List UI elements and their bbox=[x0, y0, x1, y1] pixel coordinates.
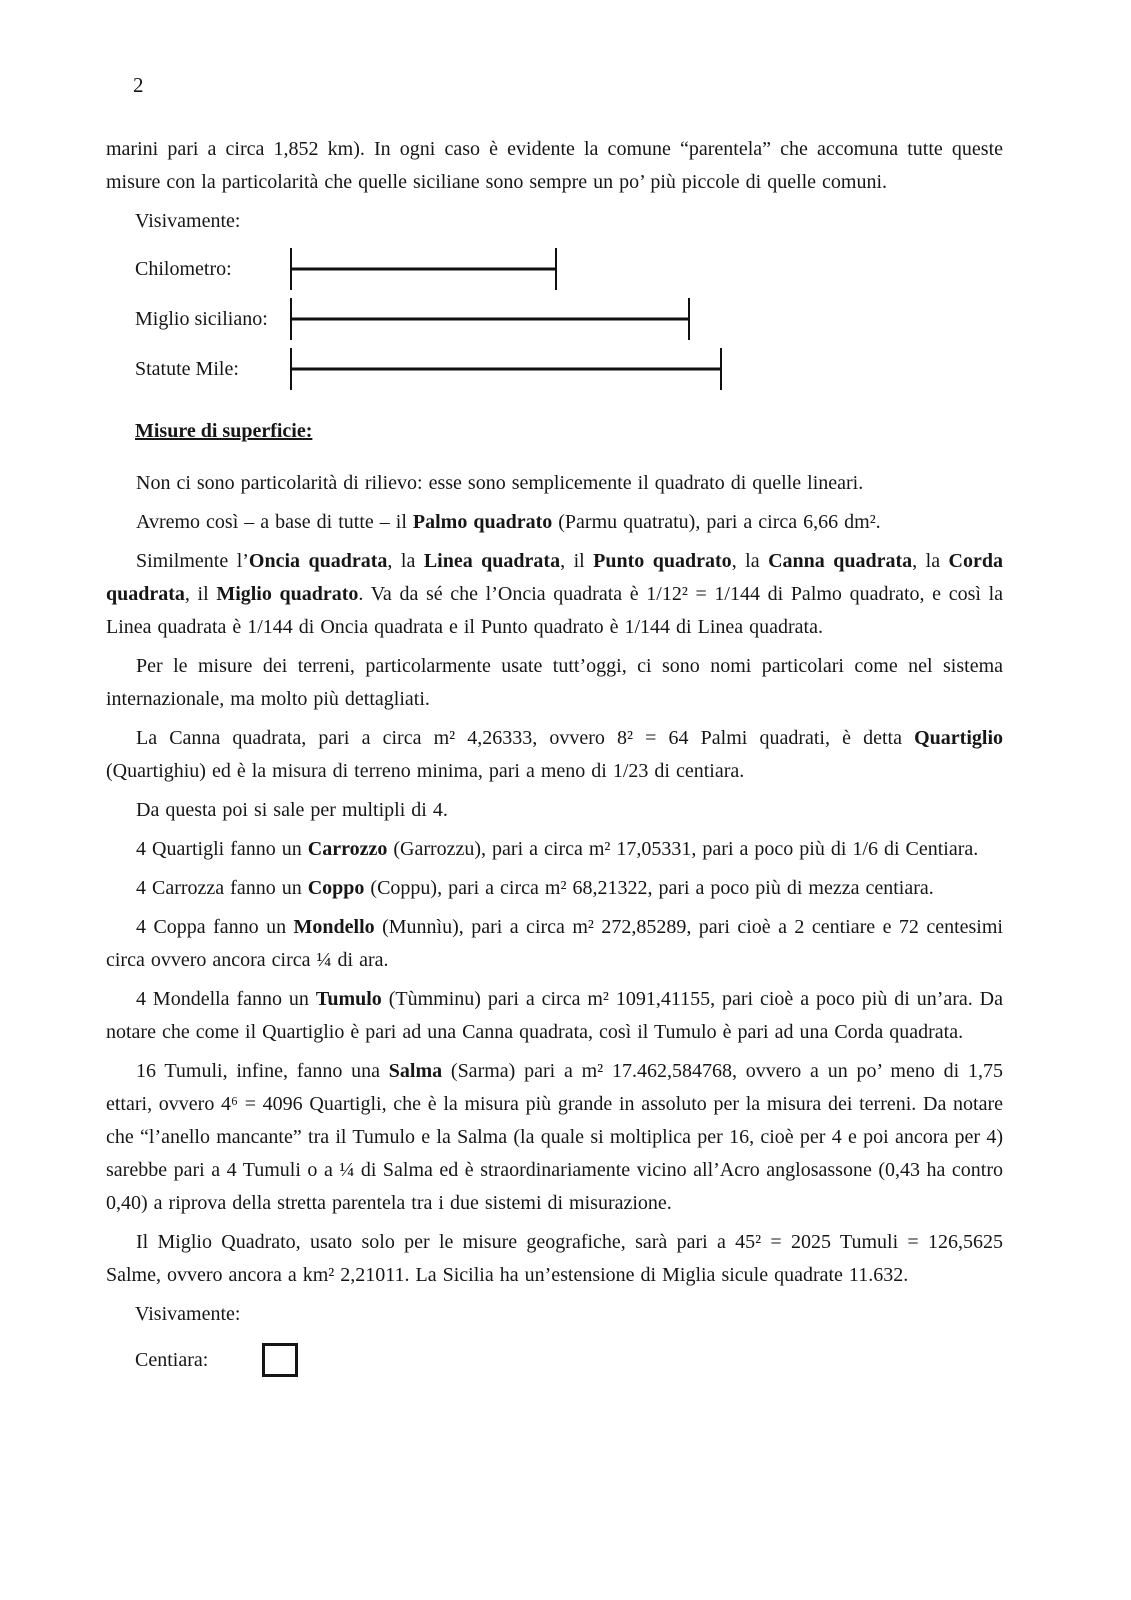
bold-term: Oncia quadrata bbox=[248, 550, 388, 572]
text-run: Similmente l’ bbox=[136, 550, 249, 572]
text-run: La Canna quadrata, pari a circa m² 4,26333, ovvero 8² = 64 Palmi quadrati, è detta bbox=[136, 727, 915, 749]
paragraph-18 bbox=[106, 1226, 1003, 1292]
text-run: (Sarma) pari a m² 17.462,584768, ovvero a un po’ meno di 1,75 ettari, ovvero 4⁶ = 4096 Quartigli, che è la misura più grande in assoluto per la misura dei terreni. Da notare che “l’anello mancante” tra il Tumulo e la Salma (la quale si moltiplica per 16, cioè per 4 e poi ancora per 4) sarebbe pari a 4 Tumuli o a ¼ di Salma ed è straordinariamente vicino all’Acro anglosassone (0,43 ha contro 0,40) a riprova della stretta parentela tra i due sistemi di misurazione. bbox=[106, 1060, 1003, 1214]
text-run: Da questa poi si sale per multipli di 4. bbox=[136, 799, 448, 821]
bold-term: Tumulo bbox=[315, 988, 382, 1010]
measure-label-chilometro: Chilometro: bbox=[135, 257, 232, 280]
paragraph-10 bbox=[106, 650, 1003, 716]
text-run: , la bbox=[387, 550, 424, 572]
text-run: Per le misure dei terreni, particolarmente usate tutt’oggi, ci sono nomi particolari come nel sistema internazionale, ma molto più dettagliati. bbox=[106, 655, 1003, 710]
right-tick bbox=[688, 298, 690, 340]
text-run: 4 Quartigli fanno un bbox=[136, 838, 308, 860]
text-run: Avremo così – a base di tutte – il bbox=[136, 511, 413, 533]
paragraph-11 bbox=[106, 722, 1003, 788]
text-run: 4 Mondella fanno un bbox=[136, 988, 316, 1010]
text-run: , il bbox=[184, 583, 217, 605]
paragraph-12 bbox=[106, 794, 1003, 827]
bold-term: Mondello bbox=[293, 916, 375, 938]
text-run: marini pari a circa 1,852 km). In ogni caso è evidente la comune “parentela” che accomuna tutte queste misure con la particolarità che quelle siciliane sono sempre un po’ più piccole di quelle comuni. bbox=[106, 138, 1003, 193]
bold-term: Quartiglio bbox=[914, 727, 1003, 749]
right-tick bbox=[720, 348, 722, 390]
text-run: (Quartighiu) ed è la misura di terreno minima, pari a meno di 1/23 di centiara. bbox=[106, 760, 745, 782]
paragraph-17 bbox=[106, 1055, 1003, 1220]
bold-term: Coppo bbox=[307, 877, 365, 899]
measure-row-chilometro bbox=[106, 244, 1003, 294]
paragraph-16 bbox=[106, 983, 1003, 1049]
measure-line-statute-mile bbox=[290, 348, 722, 390]
bold-term: Salma bbox=[388, 1060, 443, 1082]
measure-bar bbox=[290, 268, 557, 271]
text-run: 16 Tumuli, infine, fanno una bbox=[136, 1060, 389, 1082]
bold-term: Carrozzo bbox=[307, 838, 388, 860]
text-run: (Parmu quatratu), pari a circa 6,66 dm². bbox=[552, 511, 881, 533]
measure-row-miglio-siciliano bbox=[106, 294, 1003, 344]
document-body bbox=[106, 133, 1003, 1383]
paragraph-9 bbox=[106, 545, 1003, 644]
text-run: (Tùmminu) pari a circa m² 1091,41155, pari cioè a poco più di un’ara. Da notare che come il Quartiglio è pari ad una Canna quadrata, così il Tumulo è pari ad una Corda quadrata. bbox=[106, 988, 1003, 1043]
bold-term: Punto quadrato bbox=[593, 550, 732, 572]
text-run: , la bbox=[912, 550, 949, 572]
measure-label-miglio-siciliano: Miglio siciliano: bbox=[135, 307, 268, 330]
paragraph-1 bbox=[106, 133, 1003, 199]
text-run: (Munnìu), pari a circa m² 272,85289, pari cioè a 2 centiare e 72 centesimi circa ovvero ancora circa ¼ di ara. bbox=[106, 916, 1003, 971]
measure-bar bbox=[290, 368, 722, 371]
paragraph-7 bbox=[106, 467, 1003, 500]
text-run: (Garrozzu), pari a circa m² 17,05331, pari a poco più di 1/6 di Centiara. bbox=[387, 838, 979, 860]
text-run: Non ci sono particolarità di rilievo: esse sono semplicemente il quadrato di quelle lineari. bbox=[136, 472, 864, 494]
centiara-square bbox=[262, 1343, 298, 1377]
text-run: 4 Carrozza fanno un bbox=[136, 877, 308, 899]
paragraph-13 bbox=[106, 833, 1003, 866]
paragraph-8 bbox=[106, 506, 1003, 539]
label-visivamente: Visivamente: bbox=[135, 1303, 241, 1325]
text-run: , il bbox=[560, 550, 594, 572]
paragraph-14 bbox=[106, 872, 1003, 905]
bold-term: Palmo quadrato bbox=[412, 511, 553, 533]
bold-term: Linea quadrata bbox=[423, 550, 561, 572]
measure-label-centiara: Centiara: bbox=[135, 1348, 209, 1371]
bold-term: Miglio quadrato bbox=[216, 583, 359, 605]
text-run: 4 Coppa fanno un bbox=[136, 916, 294, 938]
measure-line-chilometro bbox=[290, 248, 557, 290]
measure-row-statute-mile bbox=[106, 344, 1003, 394]
paragraph-15 bbox=[106, 911, 1003, 977]
text-run: (Coppu), pari a circa m² 68,21322, pari a poco più di mezza centiara. bbox=[364, 877, 934, 899]
measure-row-centiara bbox=[106, 1337, 1003, 1383]
measure-label-statute-mile: Statute Mile: bbox=[135, 357, 239, 380]
bold-term: Corda quadrata bbox=[106, 550, 1003, 605]
section-heading-misure-di-superficie: Misure di superficie: bbox=[135, 420, 313, 442]
bold-term: Canna quadrata bbox=[768, 550, 913, 572]
measure-line-miglio-siciliano bbox=[290, 298, 690, 340]
text-run: , la bbox=[731, 550, 769, 572]
right-tick bbox=[555, 248, 557, 290]
text-run: . Va da sé che l’Oncia quadrata è 1/12² = 1/144 di Palmo quadrato, e così la Linea quadrata è 1/144 di Oncia quadrata e il Punto quadrato è 1/144 di Linea quadrata. bbox=[106, 583, 1003, 638]
label-visivamente: Visivamente: bbox=[135, 210, 241, 232]
page-number: 2 bbox=[133, 73, 144, 97]
measure-bar bbox=[290, 318, 690, 321]
text-run: Il Miglio Quadrato, usato solo per le misure geografiche, sarà pari a 45² = 2025 Tumuli = 126,5625 Salme, ovvero ancora a km² 2,21011. La Sicilia ha un’estensione di Miglia sicule quadrate 11.632. bbox=[106, 1231, 1003, 1286]
